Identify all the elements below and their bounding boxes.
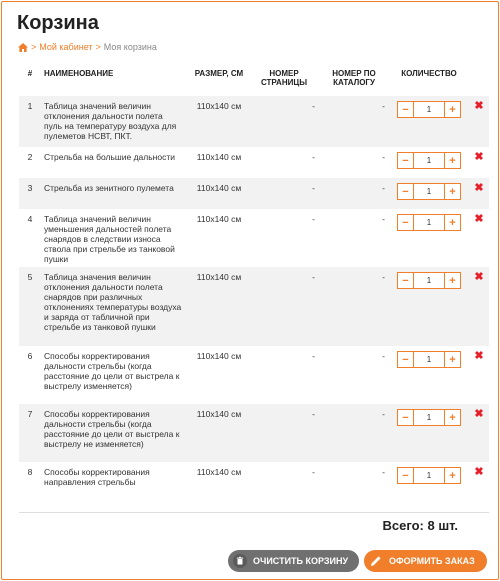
quantity-stepper xyxy=(397,409,461,426)
page-number: - xyxy=(312,152,315,162)
catalog-number: - xyxy=(382,467,385,477)
increase-button[interactable]: + xyxy=(444,102,460,117)
remove-item-icon[interactable]: ✖ xyxy=(474,408,484,420)
quantity-value[interactable]: 1 xyxy=(426,354,432,364)
product-name: Способы корректирования направления стрельбы xyxy=(44,467,150,487)
row-number: 8 xyxy=(27,467,33,477)
table-header xyxy=(19,64,489,96)
header-qty: КОЛИЧЕСТВО xyxy=(401,69,457,78)
quantity-cell xyxy=(389,462,469,492)
quantity-cell xyxy=(389,209,469,267)
quantity-value[interactable]: 1 xyxy=(426,217,432,227)
row-number: 5 xyxy=(27,272,33,282)
increase-button[interactable]: + xyxy=(444,352,460,367)
increase-button[interactable]: + xyxy=(444,153,460,168)
cart-total: Всего: 8 шт. xyxy=(382,518,458,533)
product-name: Стрельба из зенитного пулемета xyxy=(44,183,174,193)
quantity-cell xyxy=(389,346,469,404)
product-size: 110х140 см xyxy=(196,214,242,224)
checkout-label: ОФОРМИТЬ ЗАКАЗ xyxy=(389,556,475,566)
page-number: - xyxy=(312,183,315,193)
header-delete xyxy=(469,64,489,96)
product-size: 110х140 см xyxy=(196,467,242,477)
product-name: Способы корректирования дальности стрельбы (когда расстояние до цели от выстрела к выстрелу не изменяется) xyxy=(44,409,180,449)
catalog-number: - xyxy=(382,409,385,419)
decrease-button[interactable]: − xyxy=(398,352,414,367)
product-name: Стрельба на большие дальности xyxy=(44,152,175,162)
product-size: 110х140 см xyxy=(196,183,242,193)
page-number: - xyxy=(312,409,315,419)
decrease-button[interactable]: − xyxy=(398,468,414,483)
header-catalog: НОМЕР ПО КАТАЛОГУ xyxy=(332,69,376,87)
home-icon[interactable] xyxy=(18,43,28,52)
row-number: 4 xyxy=(27,214,33,224)
product-size: 110х140 см xyxy=(196,101,242,111)
increase-button[interactable]: + xyxy=(444,468,460,483)
table-row xyxy=(19,209,489,267)
decrease-button[interactable]: − xyxy=(398,410,414,425)
pencil-icon xyxy=(369,554,383,568)
catalog-number: - xyxy=(382,214,385,224)
quantity-value[interactable]: 1 xyxy=(426,104,432,114)
remove-item-icon[interactable]: ✖ xyxy=(474,100,484,112)
breadcrumb-cabinet-link[interactable]: Мой кабинет xyxy=(39,42,93,52)
quantity-value[interactable]: 1 xyxy=(426,155,432,165)
row-number: 6 xyxy=(27,351,33,361)
clear-cart-button[interactable] xyxy=(228,550,359,572)
quantity-cell xyxy=(389,267,469,346)
quantity-stepper xyxy=(397,101,461,118)
row-number: 7 xyxy=(27,409,33,419)
table-row xyxy=(19,267,489,346)
clear-cart-label: ОЧИСТИТЬ КОРЗИНУ xyxy=(253,556,349,566)
breadcrumb-separator: > xyxy=(31,42,37,52)
breadcrumb xyxy=(18,42,157,52)
quantity-stepper xyxy=(397,467,461,484)
quantity-value[interactable]: 1 xyxy=(426,470,432,480)
quantity-stepper xyxy=(397,351,461,368)
header-name: НАИМЕНОВАНИЕ xyxy=(44,69,114,78)
catalog-number: - xyxy=(382,101,385,111)
header-num: # xyxy=(27,69,33,78)
quantity-cell xyxy=(389,96,469,147)
cart-table xyxy=(19,64,489,492)
row-number: 3 xyxy=(27,183,33,193)
cart-panel xyxy=(1,1,499,580)
table-row xyxy=(19,96,489,147)
breadcrumb-current: Моя корзина xyxy=(103,42,157,52)
page-title: Корзина xyxy=(17,12,99,34)
table-row xyxy=(19,147,489,178)
header-size: РАЗМЕР, СМ xyxy=(194,69,244,78)
remove-item-icon[interactable]: ✖ xyxy=(474,151,484,163)
quantity-stepper xyxy=(397,214,461,231)
product-size: 110х140 см xyxy=(196,409,242,419)
checkout-button[interactable] xyxy=(364,550,487,572)
decrease-button[interactable]: − xyxy=(398,102,414,117)
table-row xyxy=(19,178,489,209)
quantity-value[interactable]: 1 xyxy=(426,186,432,196)
table-row xyxy=(19,346,489,404)
remove-item-icon[interactable]: ✖ xyxy=(474,350,484,362)
product-size: 110х140 см xyxy=(196,152,242,162)
product-name: Таблица значений величин отклонения дальности полета пуль на температуру воздуха для пулеметов НСВТ, ПКТ. xyxy=(44,101,177,141)
decrease-button[interactable]: − xyxy=(398,215,414,230)
product-size: 110х140 см xyxy=(196,272,242,282)
header-page: НОМЕР СТРАНИЦЫ xyxy=(260,69,308,87)
increase-button[interactable]: + xyxy=(444,273,460,288)
cart-actions xyxy=(228,550,487,572)
catalog-number: - xyxy=(382,152,385,162)
row-number: 1 xyxy=(27,101,33,111)
trash-icon xyxy=(233,554,247,568)
quantity-value[interactable]: 1 xyxy=(426,275,432,285)
decrease-button[interactable]: − xyxy=(398,273,414,288)
quantity-stepper xyxy=(397,183,461,200)
remove-item-icon[interactable]: ✖ xyxy=(474,466,484,478)
increase-button[interactable]: + xyxy=(444,184,460,199)
product-name: Способы корректирования дальности стрельбы (когда расстояние до цели от выстрела к выстрелу изменяется) xyxy=(44,351,180,391)
quantity-cell xyxy=(389,178,469,209)
catalog-number: - xyxy=(382,183,385,193)
page-number: - xyxy=(312,272,315,282)
quantity-stepper xyxy=(397,152,461,169)
remove-item-icon[interactable]: ✖ xyxy=(474,213,484,225)
page-number: - xyxy=(312,351,315,361)
decrease-button[interactable]: − xyxy=(398,184,414,199)
remove-item-icon[interactable]: ✖ xyxy=(474,182,484,194)
quantity-cell xyxy=(389,147,469,178)
catalog-number: - xyxy=(382,272,385,282)
table-body xyxy=(19,96,489,492)
product-name: Таблица значения величин отклонения дальности полета снарядов при различных отклонениях температуры воздуха и заряда от табличной при стрельбе из танковой пушки xyxy=(44,272,182,332)
table-row xyxy=(19,462,489,492)
quantity-cell xyxy=(389,404,469,462)
page-number: - xyxy=(312,101,315,111)
page-number: - xyxy=(312,467,315,477)
quantity-stepper xyxy=(397,272,461,289)
decrease-button[interactable]: − xyxy=(398,153,414,168)
catalog-number: - xyxy=(382,351,385,361)
product-name: Таблица значений величин уменьшения дальностей полета снарядов в следствии износа ствола при стрельбе из танковой пушки xyxy=(44,214,175,264)
product-size: 110х140 см xyxy=(196,351,242,361)
increase-button[interactable]: + xyxy=(444,215,460,230)
breadcrumb-separator: > xyxy=(95,42,101,52)
increase-button[interactable]: + xyxy=(444,410,460,425)
table-row xyxy=(19,404,489,462)
row-number: 2 xyxy=(27,152,33,162)
page-number: - xyxy=(312,214,315,224)
divider xyxy=(19,512,489,513)
remove-item-icon[interactable]: ✖ xyxy=(474,271,484,283)
quantity-value[interactable]: 1 xyxy=(426,412,432,422)
